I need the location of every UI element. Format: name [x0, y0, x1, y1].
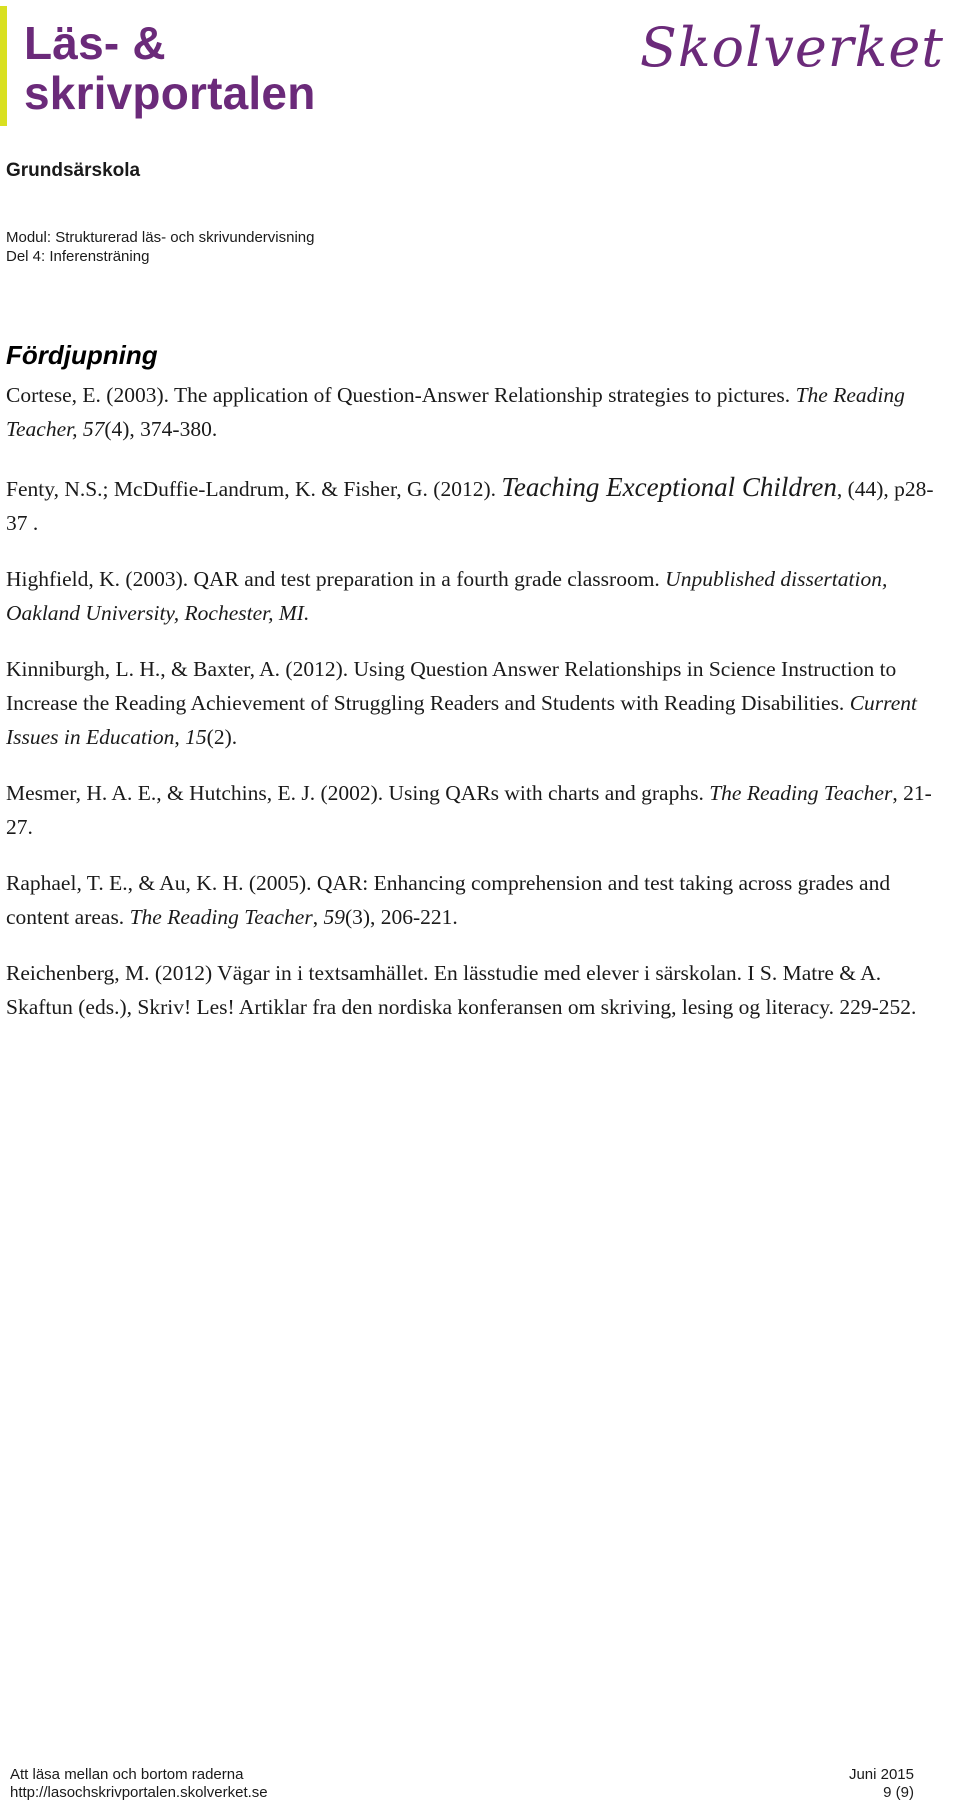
portal-title — [24, 18, 316, 118]
reference-text: , — [312, 905, 324, 929]
module-part: Del 4: Inferensträning — [6, 248, 150, 265]
reference-text: Highfield, K. (2003). QAR and test preparation in a fourth grade classroom. — [6, 567, 666, 591]
reference-text: Fenty, N.S.; McDuffie-Landrum, K. & Fisher, G. (2012). — [6, 477, 502, 501]
footer-url[interactable]: http://lasochskrivportalen.skolverket.se — [10, 1784, 268, 1801]
reference-journal: The Reading Teacher — [129, 905, 313, 929]
reference-journal: Current Issues in Education — [6, 691, 917, 749]
footer-date: Juni 2015 — [848, 1766, 914, 1783]
reference-text: Cortese, E. (2003). The application of Question-Answer Relationship strategies to pictures. — [6, 383, 796, 407]
portal-title-line-2: skrivportalen — [24, 67, 316, 119]
reference-item — [6, 866, 936, 934]
skolverket-logo: Skolverket — [639, 16, 944, 79]
reference-text: (4), 374-380. — [104, 417, 218, 441]
reference-text: , (44), p28-37 . — [6, 477, 934, 535]
reference-item — [6, 378, 936, 446]
reference-journal: The Reading Teacher, 57 — [6, 383, 905, 441]
school-type-label: Grundsärskola — [6, 160, 141, 181]
reference-text: Reichenberg, M. (2012) Vägar in i textsamhället. En lässtudie med elever i särskolan. I S. Matre & A. Skaftun (eds.), Skriv! Les! Artiklar fra den nordiska konferansen om skriving, lesing og literacy. 229-252. — [6, 961, 917, 1019]
portal-title-line-1: Läs- & — [24, 17, 166, 69]
reference-text: Raphael, T. E., & Au, K. H. (2005). QAR: Enhancing comprehension and test taking across grades and content areas. — [6, 871, 891, 929]
reference-item — [6, 776, 936, 844]
reference-text: , — [174, 725, 186, 749]
footer-page-number: 9 (9) — [883, 1784, 914, 1801]
reference-volume: 59 — [323, 905, 345, 929]
reference-journal: The Reading Teacher — [709, 781, 893, 805]
reference-text: Mesmer, H. A. E., & Hutchins, E. J. (2002). Using QARs with charts and graphs. — [6, 781, 710, 805]
module-info — [6, 228, 314, 266]
footer-module-name: Att läsa mellan och bortom raderna — [10, 1766, 244, 1783]
reference-text: (3), 206-221. — [344, 905, 458, 929]
reference-source: Unpublished dissertation, Oakland University, Rochester, MI. — [6, 567, 888, 625]
reference-list — [6, 378, 936, 1046]
reference-item — [6, 562, 936, 630]
reference-item — [6, 470, 936, 540]
reference-text: (2). — [206, 725, 238, 749]
section-heading: Fördjupning — [6, 340, 158, 370]
reference-item — [6, 956, 936, 1024]
page-footer — [10, 1766, 914, 1802]
reference-journal: Teaching Exceptional Children — [501, 472, 837, 502]
reference-text: , 21-27. — [6, 781, 932, 839]
brand-accent-bar — [0, 6, 7, 126]
reference-item — [6, 652, 936, 754]
reference-text: Kinniburgh, L. H., & Baxter, A. (2012). Using Question Answer Relationships in Science Instruction to Increase the Reading Achievement of Struggling Readers and Students with Reading Disabilities. — [6, 657, 897, 715]
module-title: Modul: Strukturerad läs- och skrivundervisning — [6, 229, 315, 246]
reference-volume: 15 — [185, 725, 207, 749]
